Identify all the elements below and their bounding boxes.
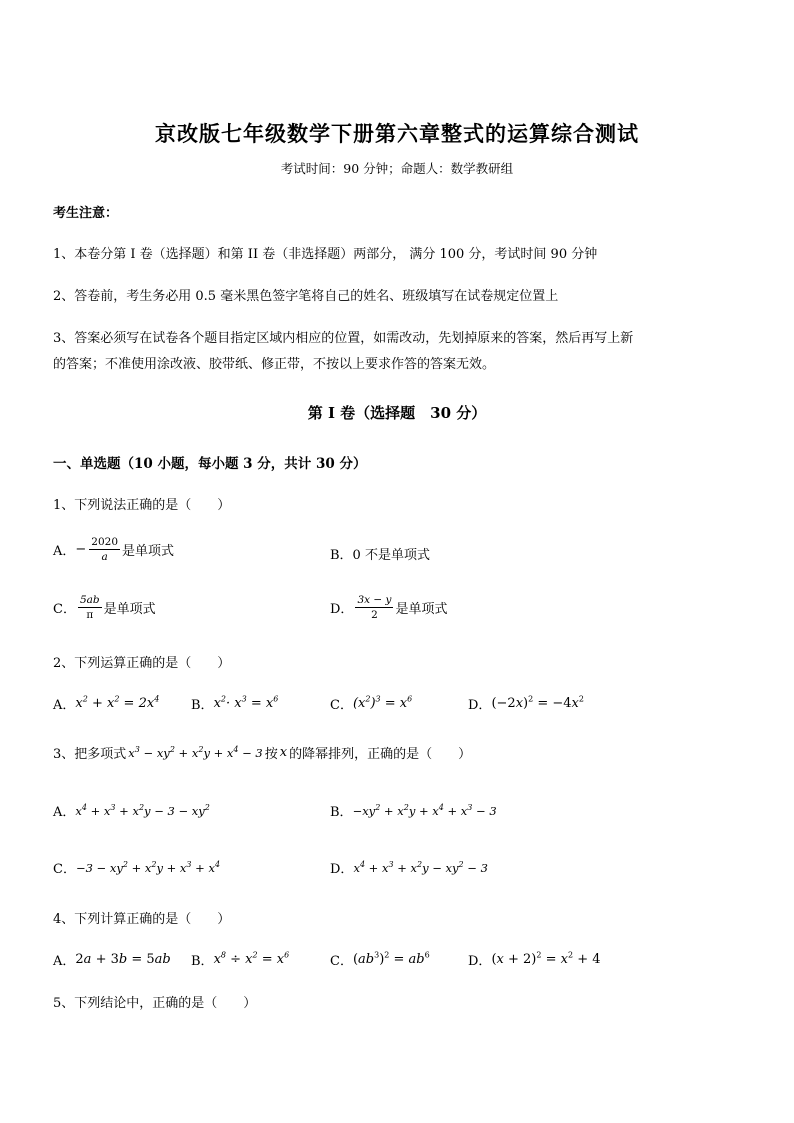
option-label: C． [330, 954, 353, 969]
question-1-stem: 1、下列说法正确的是（ ） [53, 498, 231, 513]
option-text: 是单项式 [122, 544, 175, 559]
question-4-option-d [468, 950, 601, 969]
stem-suffix: 的降幂排列，正确的是（ ） [289, 747, 472, 762]
question-3-option-d [330, 858, 488, 877]
option-label: A． [53, 805, 76, 820]
minus-sign: − [75, 542, 87, 557]
notice-item-3-cont: 的答案；不准使用涂改液、胶带纸、修正带，不按以上要求作答的答案无效。 [53, 357, 496, 372]
question-1-option-d [330, 594, 447, 621]
math-expression: $x^4 + x^3 + x^2y - xy^2 - 3$ [353, 859, 488, 875]
numerator: 5ab [79, 594, 100, 606]
question-3-option-a [53, 801, 210, 820]
question-1-option-c [53, 594, 156, 621]
notice-item-1: 1、本卷分第 I 卷（选择题）和第 II 卷（非选择题）两部分， 满分 100 分，考试时间 90 分钟 [53, 247, 598, 262]
denominator: 2 [371, 609, 378, 621]
option-label: D． [330, 602, 354, 617]
page-title: 京改版七年级数学下册第六章整式的运算综合测试 [155, 121, 639, 146]
question-3-stem [53, 743, 471, 762]
exam-info: 考试时间：90 分钟；命题人：数学教研组 [280, 161, 514, 176]
notice-heading: 考生注意： [53, 206, 119, 221]
fraction [89, 536, 120, 563]
option-label: A． [53, 954, 76, 969]
fraction [355, 594, 393, 621]
numerator: 2020 [91, 536, 119, 548]
option-label: B． [191, 698, 214, 713]
question-3-option-c [53, 858, 220, 877]
option-label: D． [468, 954, 492, 969]
denominator: a [101, 551, 108, 563]
option-text: 是单项式 [103, 602, 156, 617]
question-2-option-a [53, 694, 159, 713]
option-label: D． [330, 862, 354, 877]
option-label: C． [53, 862, 76, 877]
question-3-option-b [330, 801, 497, 820]
stem-variable: x [279, 745, 288, 760]
denominator: π [86, 609, 94, 621]
question-5-stem: 5、下列结论中，正确的是（ ） [53, 996, 257, 1011]
question-1-option-a [53, 536, 174, 563]
question-2-option-c [330, 694, 412, 713]
question-2-option-d [468, 694, 584, 713]
option-label: A． [53, 698, 76, 713]
math-expression: $x^2\cdot x^3 = x^6$ [213, 694, 279, 711]
question-2-stem: 2、下列运算正确的是（ ） [53, 656, 231, 671]
math-expression: $-3 - xy^2 + x^2y + x^3 + x^4$ [75, 859, 221, 875]
part-title: 一、单选题（10 小题，每小题 3 分，共计 30 分） [53, 456, 367, 472]
section-title: 第 I 卷（选择题 30 分） [307, 404, 487, 422]
fraction [78, 594, 102, 621]
math-expression: $-xy^2 + x^2y + x^4 + x^3 - 3$ [352, 802, 497, 818]
question-4-option-c [330, 950, 430, 969]
question-4-option-a [53, 950, 171, 969]
option-text: 是单项式 [395, 602, 448, 617]
question-2-option-b [191, 694, 278, 713]
math-expression: $(x + 2)^2 = x^2 + 4$ [491, 950, 601, 967]
option-label: C． [330, 698, 353, 713]
option-label: B． [330, 805, 353, 820]
numerator: 3x − y [357, 594, 392, 606]
stem-mid: 按 [264, 747, 278, 762]
question-4-stem: 4、下列计算正确的是（ ） [53, 912, 231, 927]
notice-item-3: 3、答案必须写在试卷各个题目指定区域内相应的位置，如需改动，先划掉原来的答案，然后再写上新 [53, 331, 634, 346]
option-label: A． [53, 544, 76, 559]
math-expression: $(-2x)^2 = -4x^2$ [491, 694, 584, 711]
option-label: B． [191, 954, 214, 969]
option-label: C． [53, 602, 76, 617]
math-expression: $x^8 \div x^2 = x^6$ [213, 950, 290, 967]
math-expression: $x^3 - xy^2 + x^2y + x^4 - 3$ [128, 744, 263, 760]
question-4-option-b [191, 950, 289, 969]
math-expression: $(x^2)^3 = x^6$ [352, 694, 413, 711]
option-label: D． [468, 698, 492, 713]
notice-item-2: 2、答卷前，考生务必用 0.5 毫米黑色签字笔将自己的姓名、班级填写在试卷规定位置上 [53, 289, 559, 304]
question-1-option-b: B．0 不是单项式 [330, 548, 430, 563]
math-expression: $(ab^3)^2 = ab^6$ [352, 950, 430, 967]
math-expression: $x^4 + x^3 + x^2y - 3 - xy^2$ [75, 802, 210, 818]
math-expression: $x^2 + x^2 = 2x^4$ [75, 694, 160, 711]
stem-prefix: 3、把多项式 [53, 747, 127, 762]
math-expression: 2a + 3b = 5ab [75, 952, 171, 967]
